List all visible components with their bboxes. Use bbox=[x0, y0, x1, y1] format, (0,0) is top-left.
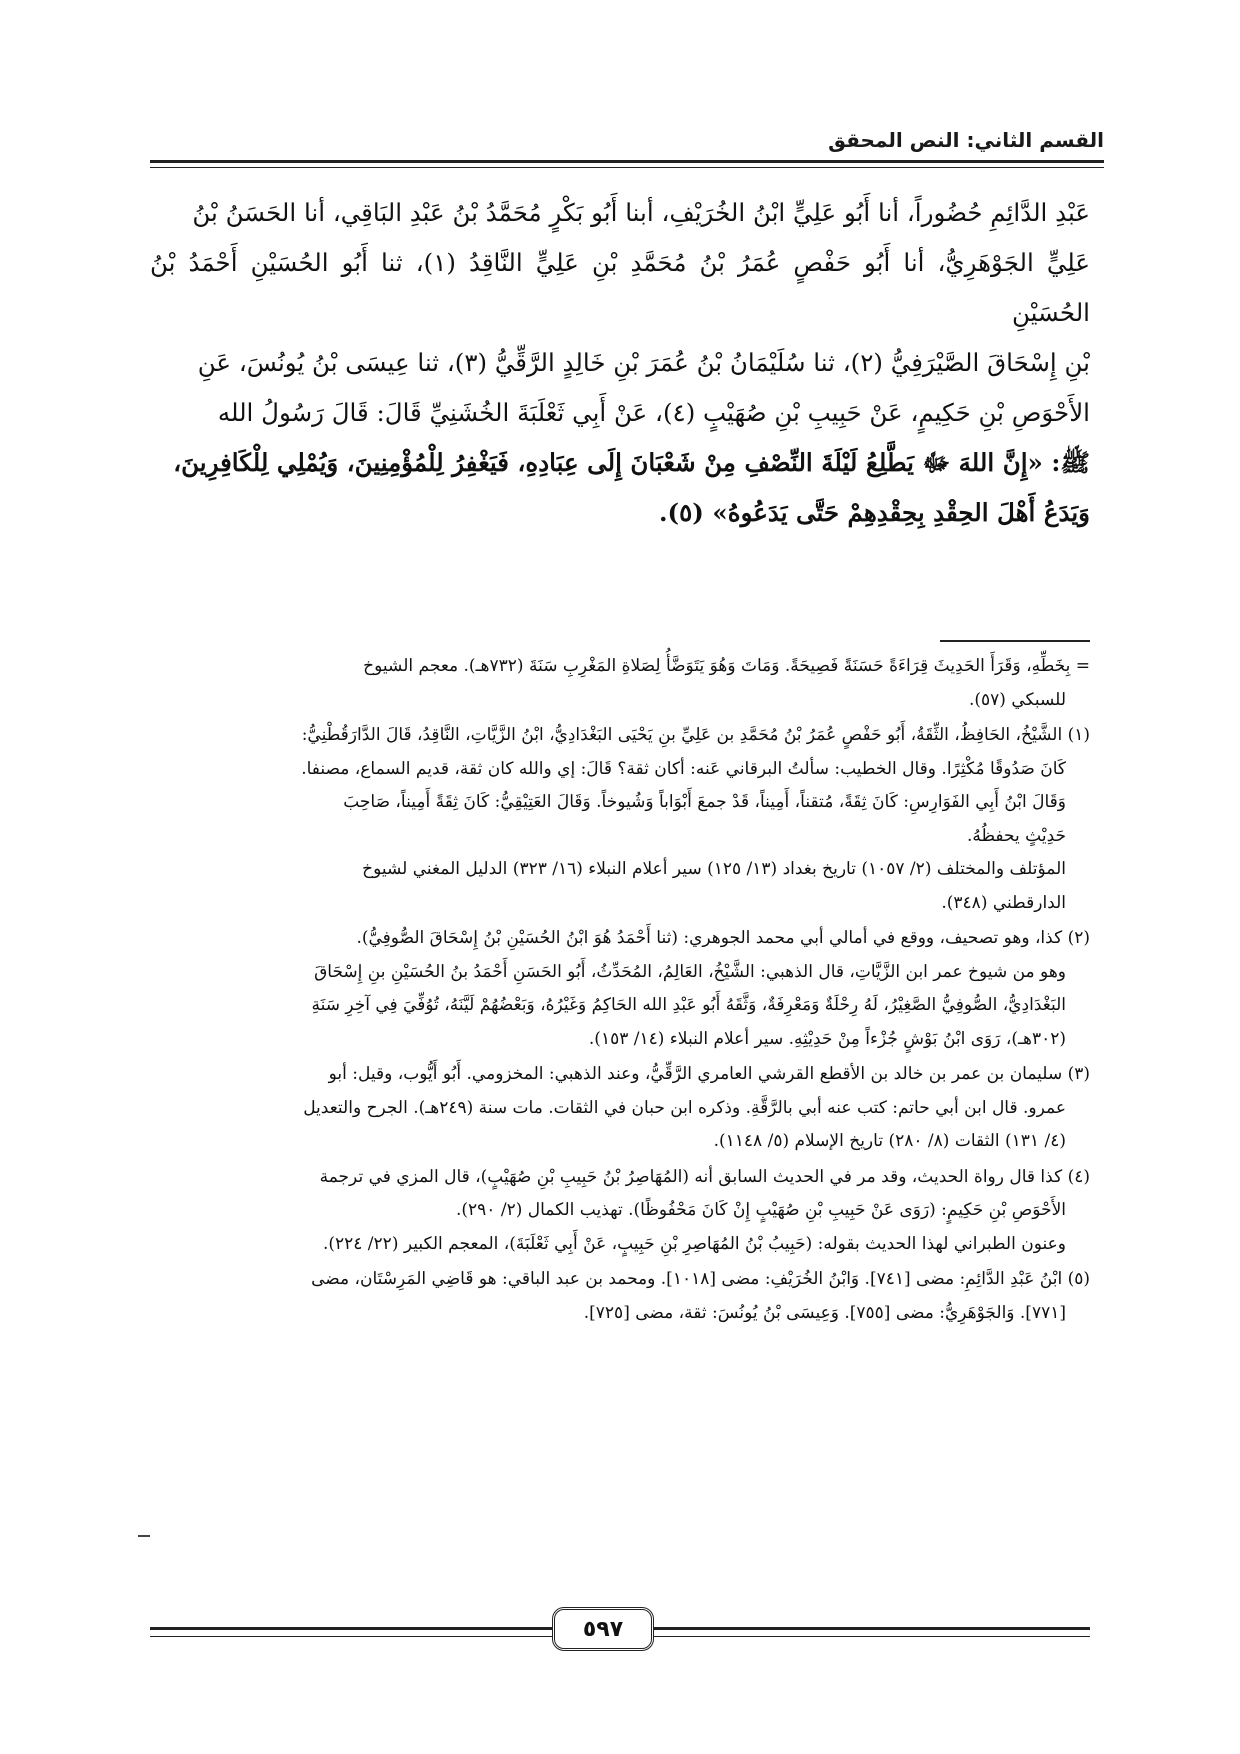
footnote-line: (٣) سليمان بن عمر بن خالد بن الأقطع القرشي العامري الرَّقِّيُّ، وعند الذهبي: المخزومي. أَبُو أَيُّوب، وقيل: أبو bbox=[328, 1064, 1090, 1084]
header-rule bbox=[150, 160, 1104, 168]
hadith-line-1: ﷺ: «إِنَّ اللهَ ﷻ يَطَّلِعُ لَيْلَةَ النِّصْفِ مِنْ شَعْبَانَ إِلَى عِبَادِهِ، فَيَغْفِرُ لِلْمُؤْمِنِينَ، وَيُمْلِي لِلْكَافِرِينَ، bbox=[173, 448, 1090, 477]
footnote-line: (٤) كذا قال رواة الحديث، وقد مر في الحديث السابق أنه (المُهَاصِرُ بْنُ حَبِيبِ بْنِ صُهَيْبٍ)، قال المزي في ترجمة bbox=[319, 1166, 1090, 1187]
isnad-line-3: بْنِ إِسْحَاقَ الصَّيْرَفِيُّ (٢)، ثنا سُلَيْمَانُ بْنُ عُمَرَ بْنِ خَالِدٍ الرَّقِّيُّ (٣)، ثنا عِيسَى بْنُ يُونُسَ، عَنِ bbox=[197, 348, 1090, 377]
footnote-line: (٣٠٢هـ)، رَوَى ابْنُ بَوْشٍ جُزْءاً مِنْ حَدِيْثِهِ. سير أعلام النبلاء (١٤/ ١٥٣). bbox=[588, 1028, 1066, 1049]
footnote-4 bbox=[150, 1161, 1090, 1262]
hadith-line-2: وَيَدَعُ أَهْلَ الحِقْدِ بِحِقْدِهِمْ حَتَّى يَدَعُوهُ» (٥). bbox=[659, 498, 1090, 527]
footnote-separator bbox=[940, 640, 1090, 642]
footnote-line: البَغْدَادِيُّ، الصُّوفِيُّ الصَّغِيْرُ، لَهُ رِحْلَةٌ وَمَعْرِفَةٌ، وَثَّقَهُ أَبُو عَبْدِ الله الحَاكِمُ وَغَيْرُهُ، وَبَعْضُهُمْ لَيَّنَهُ، تُوُفِّيَ فِي آخِرِ سَنَةِ bbox=[311, 995, 1066, 1015]
main-text bbox=[150, 188, 1090, 538]
footnote-line: (٥) ابْنُ عَبْدِ الدَّائِمِ: مضى [٧٤١]. وَابْنُ الخُرَيْفِ: مضى [١٠١٨]. ومحمد بن عبد الباقي: هو قَاضِي المَرِسْتَان، مضى bbox=[311, 1269, 1090, 1289]
footnote-line: الأَحْوَصِ بْنِ حَكِيمٍ: (رَوَى عَنْ حَبِيبِ بْنِ صُهَيْبٍ إِنْ كَانَ مَحْفُوظًا). تهذيب الكمال (٢/ ٢٩٠). bbox=[455, 1200, 1066, 1220]
footnote-line: للسبكي (٥٧). bbox=[968, 689, 1066, 710]
footnote-line: حَدِيْثٍ يحفظُهُ. bbox=[966, 825, 1066, 846]
footnote-continuation bbox=[150, 650, 1090, 717]
footnote-line: (١) الشَّيْخُ، الحَافِظُ، الثِّقَةُ، أَبُو حَفْصٍ عُمَرُ بْنُ مُحَمَّدِ بن عَلِيِّ بنِ يَحْيَى البَغْدَادِيُّ، ابْنُ الزَّيَّاتِ، النَّاقِدُ، قَالَ الدَّارَقُطْنِيُّ: bbox=[301, 725, 1090, 745]
footnote-line: = بِخَطِّهِ، وَقَرَأَ الحَدِيثَ قِرَاءَةً حَسَنَةً فَصِيحَةً. وَمَاتَ وَهُوَ يَتَوَضَّأُ لِصَلاةِ المَغْرِبِ سَنَةَ (٧٣٢هـ). معجم الشيوخ bbox=[363, 656, 1090, 676]
footnote-line: [٧٧١]. وَالجَوْهَرِيُّ: مضى [٧٥٥]. وَعِيسَى بْنُ يُونُسَ: ثقة، مضى [٧٢٥]. bbox=[583, 1302, 1066, 1323]
footnote-line: وهو من شيوخ عمر ابن الزَّيَّاتِ، قال الذهبي: الشَّيْخُ، العَالِمُ، المُحَدِّثُ، أَبُو الحَسَنِ أَحْمَدُ بنُ الحُسَيْنِ بنِ إِسْحَاقَ bbox=[314, 961, 1066, 982]
footnote-3 bbox=[150, 1058, 1090, 1159]
footnote-line: كَانَ صَدُوقًا مُكْثِرًا. وقال الخطيب: سألتُ البرقاني عَنه: أكان ثقة؟ قَالَ: إي والله كان ثقة، قديم السماع، مصنفا. bbox=[301, 758, 1066, 779]
footnote-line: عمرو. قال ابن أبي حاتم: كتب عنه أبي بالرَّقَّةِ. وذكره ابن حبان في الثقات. مات سنة (٢٤٩هـ). الجرح والتعديل bbox=[303, 1097, 1066, 1118]
footnote-line: (٢) كذا، وهو تصحيف، ووقع في أمالي أبي محمد الجوهري: (ثنا أَحْمَدُ هُوَ ابْنُ الحُسَيْنِ بْنُ إِسْحَاقَ الصُّوفِيُّ). bbox=[356, 928, 1090, 948]
footnote-5 bbox=[150, 1263, 1090, 1330]
footnote-line: وَقَالَ ابْنُ أَبِي الفَوَارِسِ: كَانَ ثِقَةً، مُتقناً، أَمِيناً، قَدْ جمعَ أَبْوَاباً وَشُيوخاً. وَقَالَ العَتِيْقِيُّ: كَانَ ثِقَةً أَمِيناً، صَاحِبَ bbox=[343, 792, 1066, 812]
running-header: القسم الثاني: النص المحقق bbox=[828, 128, 1104, 152]
page-number: ٥٩٧ bbox=[552, 1607, 654, 1651]
footnote-line: وعنون الطبراني لهذا الحديث بقوله: (حَبِيبُ بْنُ المُهَاصِرِ بْنِ حَبِيبٍ، عَنْ أَبِي ثَعْلَبَةَ)، المعجم الكبير (٢٢/ ٢٢٤). bbox=[322, 1233, 1066, 1254]
isnad-line-1: عَبْدِ الدَّائِمِ حُضُوراً، أنا أَبُو عَلِيٍّ ابْنُ الخُرَيْفِ، أبنا أَبُو بَكْرٍ مُحَمَّدُ بْنُ عَبْدِ البَاقِي، أنا الحَسَنُ بْنُ bbox=[192, 198, 1090, 227]
footnotes bbox=[150, 650, 1090, 1332]
continuation-mark bbox=[138, 1535, 150, 1537]
footnote-line: المؤتلف والمختلف (٢/ ١٠٥٧) تاريخ بغداد (١٣/ ١٢٥) سير أعلام النبلاء (١٦/ ٣٢٣) الدليل المغني لشيوخ bbox=[362, 859, 1066, 879]
footnote-line: (٤/ ١٣١) الثقات (٨/ ٢٨٠) تاريخ الإسلام (٥/ ١١٤٨). bbox=[713, 1131, 1066, 1151]
footnote-2 bbox=[150, 922, 1090, 1056]
footnote-line: الدارقطني (٣٤٨). bbox=[941, 892, 1066, 913]
footnote-1 bbox=[150, 719, 1090, 920]
isnad-line-2: عَلِيٍّ الجَوْهَرِيُّ، أنا أَبُو حَفْصٍ عُمَرُ بْنُ مُحَمَّدِ بْنِ عَلِيٍّ النَّاقِدُ (١)، ثنا أَبُو الحُسَيْنِ أَحْمَدُ بْنُ الحُسَيْنِ bbox=[150, 248, 1091, 327]
isnad-line-4: الأَحْوَصِ بْنِ حَكِيمٍ، عَنْ حَبِيبِ بْنِ صُهَيْبٍ (٤)، عَنْ أَبِي ثَعْلَبَةَ الخُشَنِيِّ قَالَ: قَالَ رَسُولُ الله bbox=[217, 398, 1090, 427]
